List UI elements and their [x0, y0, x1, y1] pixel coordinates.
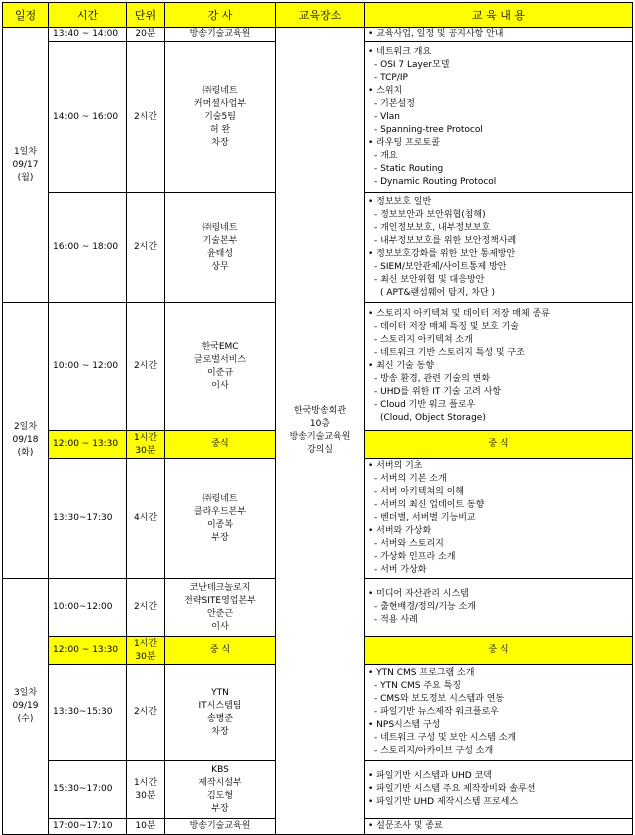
content-cell — [365, 665, 633, 761]
time-cell-text: 12:00 ~ 13:30 — [53, 439, 119, 449]
content-cell — [365, 431, 633, 459]
content-list — [368, 46, 630, 189]
session-row — [3, 28, 633, 42]
header-row — [3, 3, 633, 28]
unit-cell-text: 2시간 — [133, 361, 158, 371]
lecturer-cell-text: 방송기술교육원 — [189, 821, 251, 831]
content-subtopic: - Spanning-tree Protocol — [374, 124, 483, 135]
lecturer-cell — [165, 637, 276, 665]
content-subtopic: - 정보보안과 보안위협(침해) — [374, 209, 486, 220]
content-cell — [365, 761, 633, 819]
unit-cell-text: 2시간 — [133, 242, 158, 252]
unit-cell — [127, 459, 165, 579]
content-topic: • 최신 기술 동향 — [368, 361, 435, 371]
unit-cell — [127, 819, 165, 835]
unit-cell-text: 2시간 — [133, 707, 158, 717]
content-subtopic: (Cloud, Object Storage) — [380, 413, 486, 423]
time-cell — [49, 761, 127, 819]
time-cell-text: 10:00~12:00 — [53, 602, 113, 612]
unit-cell-text: 2시간 — [133, 111, 158, 122]
content-list — [368, 770, 630, 809]
lecturer-cell-text: ㈜링네트 커머셜사업부 기술5팀 허 완 차장 — [193, 85, 247, 148]
content-subtopic: - 내부정보보호를 위한 보안정책사례 — [374, 235, 517, 246]
unit-cell — [127, 193, 165, 303]
content-subtopic: - 방송 환경, 관련 기술의 변화 — [374, 374, 491, 384]
content-subtopic: - 기본설정 — [374, 98, 415, 109]
header-time: 시간 — [49, 3, 127, 28]
time-cell-text: 16:00 ~ 18:00 — [53, 242, 119, 252]
time-cell — [49, 819, 127, 835]
unit-cell — [127, 637, 165, 665]
time-cell-text: 13:40 ~ 14:00 — [53, 29, 119, 39]
lecturer-cell-text: ㈜링네트 클라우드본부 이종복 부장 — [193, 493, 247, 543]
content-subtopic: - Cloud 기반 워크 플로우 — [374, 400, 476, 410]
time-cell — [49, 665, 127, 761]
day-cell — [3, 579, 49, 835]
time-cell-text: 13:30~15:30 — [53, 707, 113, 717]
time-cell — [49, 303, 127, 431]
content-topic: • YTN CMS 프로그램 소개 — [368, 668, 475, 678]
content-list — [368, 196, 630, 300]
content-subtopic: - 개요 — [374, 150, 398, 161]
content-topic: • 파일기반 시스템과 UHD 코덱 — [368, 771, 492, 781]
content-subtopic: - 스토리지 아키텍쳐 소개 — [374, 335, 473, 345]
time-cell — [49, 193, 127, 303]
content-subtopic: - TCP/IP — [374, 72, 408, 83]
content-list — [368, 820, 630, 833]
content-topic: • 스위치 — [368, 85, 403, 96]
content-subtopic: - CMS와 보도정보 시스템과 연동 — [374, 694, 505, 704]
lecturer-cell — [165, 42, 276, 193]
content-topic: • 라우팅 프로토콜 — [368, 137, 440, 148]
content-topic: • 정보보호강화를 위한 보안 통제방안 — [368, 248, 516, 259]
time-cell — [49, 42, 127, 193]
content-cell — [365, 637, 633, 665]
unit-cell — [127, 761, 165, 819]
content-subtopic: - 적용 사례 — [374, 615, 418, 625]
content-list — [368, 460, 630, 577]
content-subtopic: - 네트워크 기반 스토리지 특성 및 구조 — [374, 348, 525, 358]
content-topic: • NPS시스템 구성 — [368, 720, 441, 730]
lecturer-cell-text: 코난테크놀로지 전략SITE영업본부 안준근 이사 — [184, 582, 256, 632]
day-label: 1일차 09/17 (월) — [12, 146, 39, 183]
header-lecturer: 강 사 — [165, 3, 276, 28]
place-cell — [276, 28, 365, 835]
unit-cell-text: 1시간 30분 — [133, 777, 158, 801]
content-topic: • 파일기반 시스템 주요 제작장비와 솔루션 — [368, 784, 536, 794]
time-cell-text: 15:30~17:00 — [53, 784, 113, 794]
lecturer-cell — [165, 303, 276, 431]
time-cell-text: 10:00 ~ 12:00 — [53, 361, 119, 371]
content-subtopic: - Static Routing — [374, 163, 444, 174]
schedule-table — [2, 2, 633, 835]
content-topic: • 서버의 기초 — [368, 461, 423, 471]
header-place: 교육장소 — [276, 3, 365, 28]
lecturer-cell — [165, 761, 276, 819]
content-cell — [365, 579, 633, 637]
content-subtopic: - 최신 보안위협 및 대응방안 — [374, 274, 485, 285]
content-subtopic: - Vlan — [374, 111, 400, 122]
lecturer-cell-text: 한국EMC 글로벌서비스 이준규 이사 — [193, 341, 247, 391]
content-list — [368, 667, 630, 758]
header-schedule: 일정 — [3, 3, 49, 28]
lecturer-cell — [165, 665, 276, 761]
content-cell — [365, 42, 633, 193]
content-subtopic: - 파일기반 뉴스제작 워크플로우 — [374, 707, 499, 717]
time-cell-text: 14:00 ~ 16:00 — [53, 111, 119, 122]
content-topic: • 스토리지 아키텍쳐 및 데이터 저장 매체 종류 — [368, 309, 550, 319]
content-topic: • 네트워크 개요 — [368, 46, 432, 57]
content-subtopic: - 개인정보보호, 내부정보보호 — [374, 222, 491, 233]
content-subtopic: ( APT&랜섬웨어 탐지, 차단 ) — [380, 287, 495, 298]
day-cell — [3, 303, 49, 579]
content-subtopic: - YTN CMS 주요 특징 — [374, 681, 461, 691]
lecturer-cell — [165, 28, 276, 42]
lecturer-cell — [165, 459, 276, 579]
lecturer-cell-text: 중식 — [211, 439, 229, 449]
place-text: 한국방송회관 10층 방송기술교육원 강의실 — [289, 406, 351, 455]
content-cell — [365, 193, 633, 303]
content-subtopic: - 서버와 스토리지 — [374, 539, 444, 549]
unit-cell-text: 20분 — [135, 29, 156, 39]
content-subtopic: - 서버의 최신 업데이트 동향 — [374, 500, 485, 510]
lecturer-cell — [165, 579, 276, 637]
content-subtopic: - UHD를 위한 IT 기술 고려 사항 — [374, 387, 502, 397]
content-cell — [365, 303, 633, 431]
content-cell — [365, 28, 633, 42]
time-cell — [49, 28, 127, 42]
content-list — [368, 308, 630, 425]
content-cell — [365, 459, 633, 579]
time-cell-text: 12:00 ~ 13:30 — [53, 645, 119, 655]
lecturer-cell — [165, 431, 276, 459]
content-subtopic: - 가상화 인프라 소개 — [374, 552, 456, 562]
time-cell-text: 13:30~17:30 — [53, 513, 113, 523]
unit-cell-text: 10분 — [135, 821, 156, 831]
lecturer-cell-text: ㈜링네트 기술본부 윤태성 상무 — [202, 222, 238, 272]
content-topic: • 정보보호 일반 — [368, 196, 432, 207]
unit-cell — [127, 28, 165, 42]
content-subtopic: - 출현배경/정의/기능 소개 — [374, 602, 476, 612]
header-content: 교 육 내 용 — [365, 3, 633, 28]
content-topic: • 파일기반 UHD 제작시스템 프로세스 — [368, 797, 519, 807]
unit-cell — [127, 431, 165, 459]
unit-cell — [127, 665, 165, 761]
lecturer-cell-text: 중 식 — [209, 645, 231, 655]
content-subtopic: - 벤더별, 서버별 기능비교 — [374, 513, 476, 523]
header-unit: 단위 — [127, 3, 165, 28]
unit-cell-text: 4시간 — [133, 513, 158, 523]
lecturer-cell — [165, 193, 276, 303]
content-list — [368, 28, 630, 41]
unit-cell-text: 1시간 30분 — [133, 432, 158, 456]
content-subtopic: - SIEM/보안관제/사이트통제 방안 — [374, 261, 507, 272]
time-cell — [49, 459, 127, 579]
time-cell — [49, 431, 127, 459]
day-cell — [3, 28, 49, 303]
content-subtopic: - Dynamic Routing Protocol — [374, 176, 497, 187]
content-subtopic: - 서버 아키텍쳐의 이해 — [374, 487, 465, 497]
day-label: 3일차 09/19 (수) — [12, 688, 39, 724]
lecturer-cell — [165, 819, 276, 835]
content-cell — [365, 819, 633, 835]
content-topic: • 설문조사 및 종료 — [368, 821, 443, 831]
unit-cell — [127, 42, 165, 193]
content-list — [368, 588, 630, 627]
content-topic: • 교육사업, 일정 및 공지사항 안내 — [368, 29, 504, 39]
time-cell — [49, 579, 127, 637]
content-subtopic: - OSI 7 Layer모델 — [374, 59, 450, 70]
day-label: 2일차 09/18 (화) — [12, 422, 39, 458]
content-subtopic: - 스토리지/아카이브 구성 소개 — [374, 746, 494, 756]
lunch-label: 중 식 — [488, 439, 509, 449]
content-topic: • 서버와 가상화 — [368, 526, 432, 536]
content-subtopic: - 서버 가상화 — [374, 565, 427, 575]
unit-cell-text: 2시간 — [133, 602, 158, 612]
lecturer-cell-text: 방송기술교육원 — [189, 29, 251, 39]
content-subtopic: - 서버의 기본 소개 — [374, 474, 447, 484]
lunch-label: 중 식 — [488, 645, 509, 655]
unit-cell — [127, 579, 165, 637]
lecturer-cell-text: YTN IT시스템팀 송병준 차장 — [198, 687, 242, 737]
time-cell — [49, 637, 127, 665]
content-subtopic: - 데이터 저장 매체 특징 및 보호 기술 — [374, 322, 519, 332]
content-subtopic: - 네트워크 구성 및 보안 시스템 소개 — [374, 733, 517, 743]
content-topic: • 미디어 자산관리 시스템 — [368, 589, 469, 599]
schedule-body — [3, 28, 633, 835]
unit-cell-text: 1시간 30분 — [133, 638, 158, 662]
time-cell-text: 17:00~17:10 — [53, 821, 113, 831]
unit-cell — [127, 303, 165, 431]
lecturer-cell-text: KBS 제작시설부 김도형 부장 — [198, 764, 242, 814]
